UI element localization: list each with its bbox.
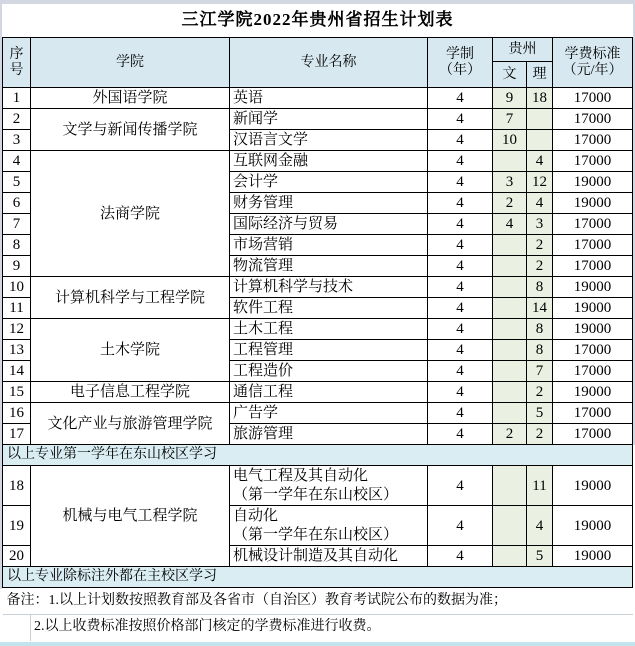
row-no-cell: 16	[3, 403, 31, 424]
row-no-cell: 15	[3, 382, 31, 403]
science-count-cell: 2	[527, 235, 553, 256]
row-no-cell: 20	[3, 546, 31, 567]
row-no-cell: 8	[3, 235, 31, 256]
tuition-cell: 17000	[553, 214, 633, 235]
notes-row-2	[3, 615, 633, 641]
row-no-cell: 17	[3, 424, 31, 445]
major-cell	[230, 130, 428, 151]
row-no-cell: 4	[3, 151, 31, 172]
science-count-cell	[527, 130, 553, 151]
duration-cell: 4	[428, 506, 493, 546]
arts-count-cell	[493, 466, 527, 506]
arts-count-cell	[493, 151, 527, 172]
tuition-cell: 17000	[553, 130, 633, 151]
major-name: 工程造价	[233, 362, 294, 379]
col-header-tuition-line1: 学费标准	[564, 47, 621, 63]
major-name: 英语	[233, 89, 264, 106]
table-row	[3, 277, 633, 298]
major-cell	[230, 235, 428, 256]
note-line-1: 备注：1.以上计划数按照教育部及各省市（自治区）教育考试院公布的数据为准；	[3, 588, 633, 615]
science-count-cell	[527, 109, 553, 130]
row-no-cell: 3	[3, 130, 31, 151]
tuition-cell: 19000	[553, 193, 633, 214]
major-cell	[230, 403, 428, 424]
page-title: 三江学院2022年贵州省招生计划表	[3, 4, 633, 38]
row-no-cell: 6	[3, 193, 31, 214]
tuition-cell: 19000	[553, 546, 633, 567]
arts-count-cell: 4	[493, 214, 527, 235]
row-no-cell: 2	[3, 109, 31, 130]
major-name: 计算机科学与技术	[233, 278, 354, 295]
tuition-cell: 17000	[553, 424, 633, 445]
duration-cell: 4	[428, 214, 493, 235]
college-cell: 电子信息工程学院	[31, 382, 230, 403]
tuition-cell: 17000	[553, 403, 633, 424]
science-count-cell: 12	[527, 172, 553, 193]
table-row	[3, 151, 633, 172]
major-cell	[230, 340, 428, 361]
arts-count-cell	[493, 298, 527, 319]
note-spacer-cell	[3, 615, 31, 641]
row-no-cell: 19	[3, 506, 31, 546]
tuition-cell: 17000	[553, 361, 633, 382]
tuition-cell: 19000	[553, 172, 633, 193]
major-cell	[230, 88, 428, 109]
col-header-arts: 文	[493, 62, 527, 88]
major-name: 财务管理	[233, 194, 294, 211]
tuition-cell: 19000	[553, 319, 633, 340]
col-header-no-line1: 序	[9, 47, 24, 63]
major-name: 机械设计制造及其自动化	[233, 547, 399, 564]
major-cell	[230, 151, 428, 172]
campus-banner-text: 以上专业除标注外都在主校区学习	[3, 567, 633, 588]
bottom-accent-strip	[0, 642, 635, 646]
arts-count-cell: 3	[493, 172, 527, 193]
major-cell	[230, 319, 428, 340]
tuition-cell: 17000	[553, 256, 633, 277]
table-row	[3, 382, 633, 403]
arts-count-cell	[493, 546, 527, 567]
major-name: 国际经济与贸易	[233, 215, 339, 232]
major-cell	[230, 424, 428, 445]
major-name: 汉语言文学	[233, 131, 309, 148]
duration-cell: 4	[428, 319, 493, 340]
science-count-cell: 5	[527, 403, 553, 424]
major-name: 自动化	[233, 507, 279, 524]
duration-cell: 4	[428, 235, 493, 256]
arts-count-cell	[493, 340, 527, 361]
college-cell: 计算机科学与工程学院	[31, 277, 230, 319]
major-name: 市场营销	[233, 236, 294, 253]
college-cell: 文学与新闻传播学院	[31, 109, 230, 151]
duration-cell: 4	[428, 466, 493, 506]
row-no-cell: 14	[3, 361, 31, 382]
major-cell	[230, 546, 428, 567]
col-header-tuition	[553, 38, 633, 88]
duration-cell: 4	[428, 277, 493, 298]
science-count-cell: 2	[527, 424, 553, 445]
major-name: 旅游管理	[233, 425, 294, 442]
arts-count-cell	[493, 256, 527, 277]
col-header-duration-line2: （年）	[439, 62, 481, 78]
duration-cell: 4	[428, 361, 493, 382]
enrollment-plan-table	[2, 4, 633, 641]
row-no-cell: 11	[3, 298, 31, 319]
major-name: 物流管理	[233, 257, 294, 274]
duration-cell: 4	[428, 546, 493, 567]
col-header-science: 理	[527, 62, 553, 88]
science-count-cell: 8	[527, 340, 553, 361]
science-count-cell: 8	[527, 277, 553, 298]
duration-cell: 4	[428, 193, 493, 214]
duration-cell: 4	[428, 424, 493, 445]
science-count-cell: 7	[527, 361, 553, 382]
note-line-2: 2.以上收费标准按照价格部门核定的学费标准进行收费。	[31, 615, 633, 641]
arts-count-cell	[493, 235, 527, 256]
major-cell	[230, 256, 428, 277]
science-count-cell: 11	[527, 466, 553, 506]
campus-banner-row	[3, 445, 633, 466]
duration-cell: 4	[428, 382, 493, 403]
college-cell: 法商学院	[31, 151, 230, 277]
col-header-no	[3, 38, 31, 88]
col-header-duration-line1: 学制	[446, 47, 474, 63]
row-no-cell: 1	[3, 88, 31, 109]
row-no-cell: 5	[3, 172, 31, 193]
major-cell	[230, 466, 428, 506]
arts-count-cell	[493, 403, 527, 424]
college-cell: 机械与电气工程学院	[31, 466, 230, 567]
duration-cell: 4	[428, 172, 493, 193]
science-count-cell: 18	[527, 88, 553, 109]
tuition-cell: 19000	[553, 506, 633, 546]
tuition-cell: 17000	[553, 235, 633, 256]
header-row-1	[3, 38, 633, 62]
campus-banner-row	[3, 567, 633, 588]
row-no-cell: 9	[3, 256, 31, 277]
arts-count-cell	[493, 319, 527, 340]
major-cell	[230, 361, 428, 382]
major-cell	[230, 277, 428, 298]
college-cell: 外国语学院	[31, 88, 230, 109]
tuition-cell: 19000	[553, 466, 633, 506]
arts-count-cell: 9	[493, 88, 527, 109]
major-name: 广告学	[233, 404, 279, 421]
col-header-province: 贵州	[493, 38, 553, 62]
duration-cell: 4	[428, 130, 493, 151]
campus-banner-text: 以上专业第一学年在东山校区学习	[3, 445, 633, 466]
major-cell	[230, 214, 428, 235]
duration-cell: 4	[428, 340, 493, 361]
science-count-cell: 8	[527, 319, 553, 340]
major-name: 电气工程及其自动化	[233, 467, 369, 484]
college-cell: 土木学院	[31, 319, 230, 382]
row-no-cell: 18	[3, 466, 31, 506]
major-name: 新闻学	[233, 110, 279, 127]
college-cell: 文化产业与旅游管理学院	[31, 403, 230, 445]
major-name: 通信工程	[233, 383, 294, 400]
science-count-cell: 4	[527, 506, 553, 546]
major-name-note: （第一学年在东山校区）	[233, 486, 399, 503]
major-name: 会计学	[233, 173, 279, 190]
arts-count-cell	[493, 361, 527, 382]
major-name-note: （第一学年在东山校区）	[233, 526, 399, 543]
science-count-cell: 2	[527, 256, 553, 277]
science-count-cell: 14	[527, 298, 553, 319]
science-count-cell: 3	[527, 214, 553, 235]
col-header-major: 专业名称	[230, 38, 428, 88]
col-header-no-line2: 号	[9, 62, 24, 78]
table-row	[3, 403, 633, 424]
major-name: 互联网金融	[233, 152, 309, 169]
major-name: 土木工程	[233, 320, 294, 337]
arts-count-cell: 10	[493, 130, 527, 151]
table-row	[3, 319, 633, 340]
table-row	[3, 466, 633, 506]
tuition-cell: 19000	[553, 277, 633, 298]
arts-count-cell	[493, 277, 527, 298]
major-cell	[230, 382, 428, 403]
major-cell	[230, 506, 428, 546]
arts-count-cell: 7	[493, 109, 527, 130]
notes-row-1	[3, 588, 633, 615]
tuition-cell: 19000	[553, 382, 633, 403]
arts-count-cell: 2	[493, 424, 527, 445]
major-cell	[230, 172, 428, 193]
duration-cell: 4	[428, 256, 493, 277]
science-count-cell: 5	[527, 546, 553, 567]
duration-cell: 4	[428, 88, 493, 109]
duration-cell: 4	[428, 298, 493, 319]
duration-cell: 4	[428, 403, 493, 424]
major-cell	[230, 298, 428, 319]
row-no-cell: 13	[3, 340, 31, 361]
col-header-college: 学院	[31, 38, 230, 88]
title-row	[3, 4, 633, 38]
major-cell	[230, 109, 428, 130]
major-cell	[230, 193, 428, 214]
science-count-cell: 2	[527, 382, 553, 403]
tuition-cell: 19000	[553, 298, 633, 319]
arts-count-cell: 2	[493, 193, 527, 214]
col-header-tuition-line2: （元/年）	[562, 62, 623, 78]
duration-cell: 4	[428, 109, 493, 130]
tuition-cell: 17000	[553, 340, 633, 361]
science-count-cell: 4	[527, 151, 553, 172]
tuition-cell: 17000	[553, 151, 633, 172]
arts-count-cell	[493, 382, 527, 403]
major-name: 软件工程	[233, 299, 294, 316]
science-count-cell: 4	[527, 193, 553, 214]
row-no-cell: 12	[3, 319, 31, 340]
table-row	[3, 88, 633, 109]
major-name: 工程管理	[233, 341, 294, 358]
tuition-cell: 17000	[553, 88, 633, 109]
tuition-cell: 17000	[553, 109, 633, 130]
duration-cell: 4	[428, 151, 493, 172]
row-no-cell: 10	[3, 277, 31, 298]
row-no-cell: 7	[3, 214, 31, 235]
arts-count-cell	[493, 506, 527, 546]
table-row	[3, 109, 633, 130]
col-header-duration	[428, 38, 493, 88]
